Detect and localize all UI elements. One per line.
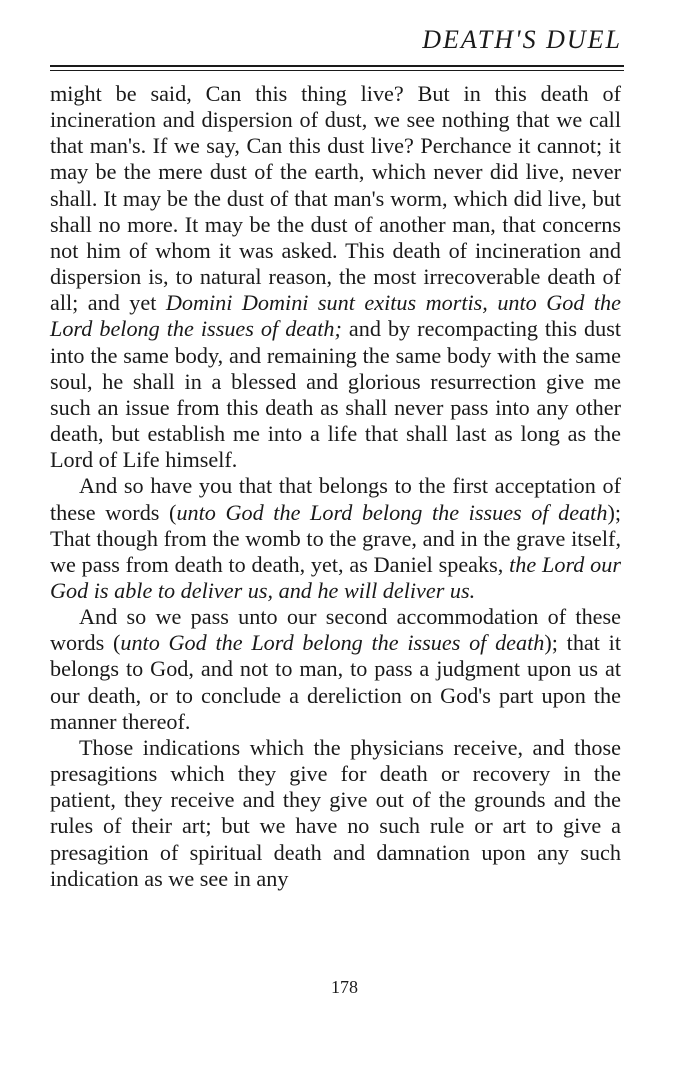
text-run: and by recompacting this dust into the same body, and remaining the same body with the same soul, he shall in a blessed and glorious resurrection give me such an issue from this death as shall never pass into any other death, but establish me into a life that shall last as long as the Lord of Life himself. bbox=[50, 316, 622, 473]
italic-quotation: the Lord our God is able to deliver us, and he will deliver us. bbox=[50, 551, 621, 603]
paragraph bbox=[50, 735, 621, 892]
text-run: And so have you that that belongs to the first acceptation of these words ( bbox=[50, 473, 621, 525]
paragraph bbox=[50, 81, 621, 473]
running-head: DEATH'S DUEL bbox=[422, 25, 622, 54]
paragraph bbox=[50, 473, 621, 604]
page-number: 178 bbox=[331, 977, 358, 997]
header-rule-thin bbox=[50, 70, 624, 71]
text-run: ); That though from the womb to the grave, and in the grave itself, we pass from death to death, yet, as Daniel speaks, bbox=[50, 499, 622, 577]
italic-quotation: unto God the Lord belong the issues of death bbox=[120, 630, 545, 656]
text-run: ); that it belongs to God, and not to man, to pass a judgment upon us at our death, or to conclude a dereliction on God's part upon the manner thereof. bbox=[50, 630, 622, 734]
header-rule-thick bbox=[50, 65, 624, 67]
body-text bbox=[50, 81, 621, 892]
text-run: Those indications which the physicians receive, and those presagitions which they give for death or recovery in the patient, they receive and they give out of the grounds and the rules of their art; but we have no such rule or art to give a presagition of spiritual death and damnation upon any such indication as we see in any bbox=[50, 734, 621, 891]
italic-quotation: Domini Domini sunt exitus mortis, unto God the Lord belong the issues of death; bbox=[50, 290, 622, 342]
text-run: And so we pass unto our second accommodation of these words ( bbox=[50, 604, 621, 656]
italic-quotation: unto God the Lord belong the issues of death bbox=[176, 499, 608, 525]
text-run: might be said, Can this thing live? But in this death of incineration and dispersion of dust, we see nothing that we call that man's. If we say, Can this dust live? Perchance it cannot; it may be the mere dust of the earth, which never did live, never shall. It may be the dust of that man's worm, which did live, but shall no more. It may be the dust of another man, that concerns not him of whom it was asked. This death of incineration and dispersion is, to natural reason, the most irrecoverable death of all; and yet bbox=[50, 81, 621, 316]
paragraph bbox=[50, 604, 621, 735]
